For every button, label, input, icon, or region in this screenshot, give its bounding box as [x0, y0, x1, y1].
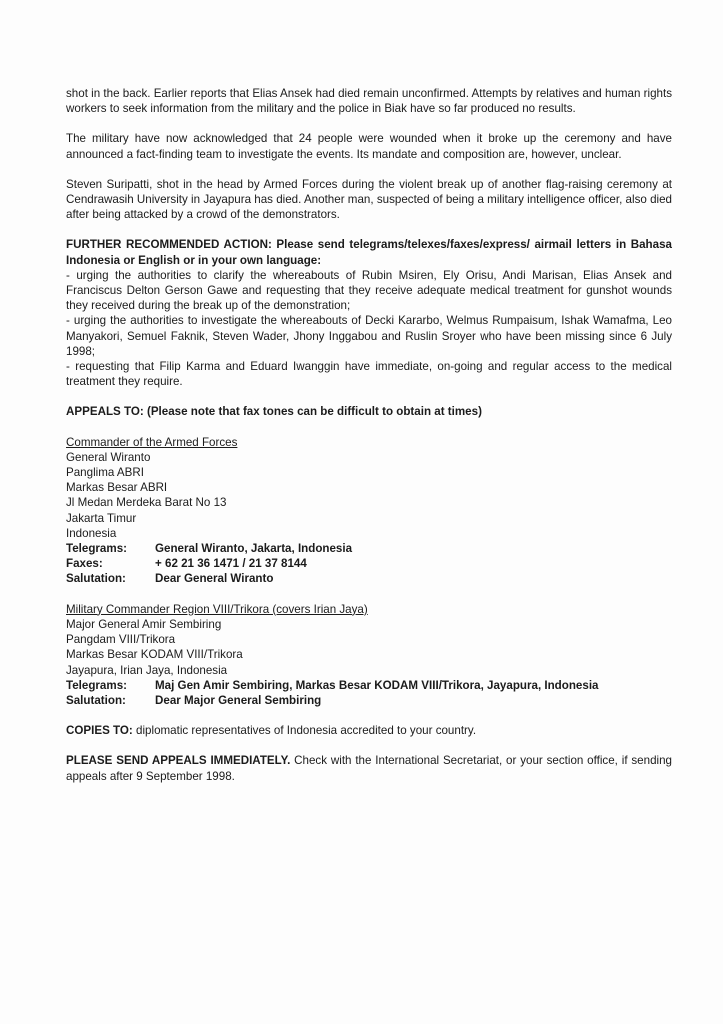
salutation-value: Dear General Wiranto — [155, 572, 274, 586]
recipient-2-address-line: Major General Amir Sembiring — [66, 617, 222, 631]
salutation-label: Salutation: — [66, 572, 126, 586]
appeals-heading: APPEALS TO: (Please note that fax tones can be difficult to obtain at times) — [66, 405, 482, 419]
paragraph-1: shot in the back. Earlier reports that Elias Ansek had died remain unconfirmed. Attempts by relatives and human rights workers to seek information from the military and the police in Biak have so far produced no results. — [66, 87, 672, 116]
telegrams-value: General Wiranto, Jakarta, Indonesia — [155, 542, 353, 556]
recipient-1-address-line: General Wiranto — [66, 450, 151, 464]
action-bullet-1: - urging the authorities to clarify the whereabouts of Rubin Msiren, Ely Orisu, Andi Marisan, Elias Ansek and Franciscus Delton Gerson Gawe and requesting that they receive adequate medical treatment for gunshot wounds they received during the break up of the demonstration; — [66, 268, 672, 313]
recipient-armed-forces — [66, 435, 672, 587]
faxes-value: + 62 21 36 1471 / 21 37 8144 — [155, 557, 307, 571]
copies-to — [66, 723, 672, 738]
recipient-1-address-line: Panglima ABRI — [66, 466, 144, 480]
recipient-1-telegrams-row — [66, 541, 672, 556]
recipient-military-commander — [66, 602, 672, 708]
document-body — [66, 86, 672, 784]
recipient-1-address-line: Markas Besar ABRI — [66, 481, 168, 495]
telegrams-label: Telegrams: — [66, 542, 127, 556]
recipient-1-title: Commander of the Armed Forces — [66, 435, 238, 449]
telegrams-value: Maj Gen Amir Sembiring, Markas Besar KODAM VIII/Trikora, Jayapura, Indonesia — [155, 678, 599, 692]
recipient-2-title: Military Commander Region VIII/Trikora (covers Irian Jaya) — [66, 602, 368, 616]
salutation-label: Salutation: — [66, 693, 126, 707]
copies-label: COPIES TO: — [66, 724, 133, 738]
action-bullet-2: - urging the authorities to investigate the whereabouts of Decki Kararbo, Welmus Rumpaisum, Ishak Wamafma, Leo Manyakori, Semuel Faknik, Steven Wader, Jhony Inggabou and Ruslin Sroyer who have been missing since 6 July 1998; — [66, 314, 672, 358]
faxes-label: Faxes: — [66, 557, 103, 571]
recipient-1-faxes-row — [66, 556, 672, 571]
recipient-1-address-line: Jakarta Timur — [66, 511, 137, 525]
paragraph-3: Steven Suripatti, shot in the head by Armed Forces during the violent break up of another flag-raising ceremony at Cendrawasih University in Jayapura has died. Another man, suspected of being a military intelligence officer, also died after being attacked by a crowd of the demonstrators. — [66, 177, 672, 222]
closing-label: PLEASE SEND APPEALS IMMEDIATELY. — [66, 754, 291, 768]
recipient-1-address-line: Indonesia — [66, 526, 117, 540]
recipient-2-salutation-row — [66, 693, 672, 708]
recipient-2-address-line: Pangdam VIII/Trikora — [66, 633, 176, 647]
recipient-1-salutation-row — [66, 571, 672, 586]
recipient-2-address-line: Markas Besar KODAM VIII/Trikora — [66, 648, 243, 662]
action-bullet-3: - requesting that Filip Karma and Eduard Iwanggin have immediate, on-going and regular access to the medical treatment they require. — [66, 360, 672, 389]
recipient-1-address-line: Jl Medan Merdeka Barat No 13 — [66, 496, 227, 510]
copies-text: diplomatic representatives of Indonesia accredited to your country. — [132, 724, 477, 738]
telegrams-label: Telegrams: — [66, 678, 127, 692]
paragraph-2: The military have now acknowledged that 24 people were wounded when it broke up the ceremony and have announced a fact-finding team to investigate the events. Its mandate and composition are, however, unclear. — [66, 132, 672, 161]
action-heading: FURTHER RECOMMENDED ACTION: Please send telegrams/telexes/faxes/express/ airmail letters in Bahasa Indonesia or English or in your own language: — [66, 238, 672, 267]
salutation-value: Dear Major General Sembiring — [155, 693, 322, 707]
recipient-2-address-line: Jayapura, Irian Jaya, Indonesia — [66, 663, 228, 677]
recipient-2-telegrams-row — [66, 678, 672, 693]
closing-note — [66, 753, 672, 783]
closing-text: Check with the International Secretariat, or your section office, if sending appeals after 9 September 1998. — [66, 754, 672, 783]
